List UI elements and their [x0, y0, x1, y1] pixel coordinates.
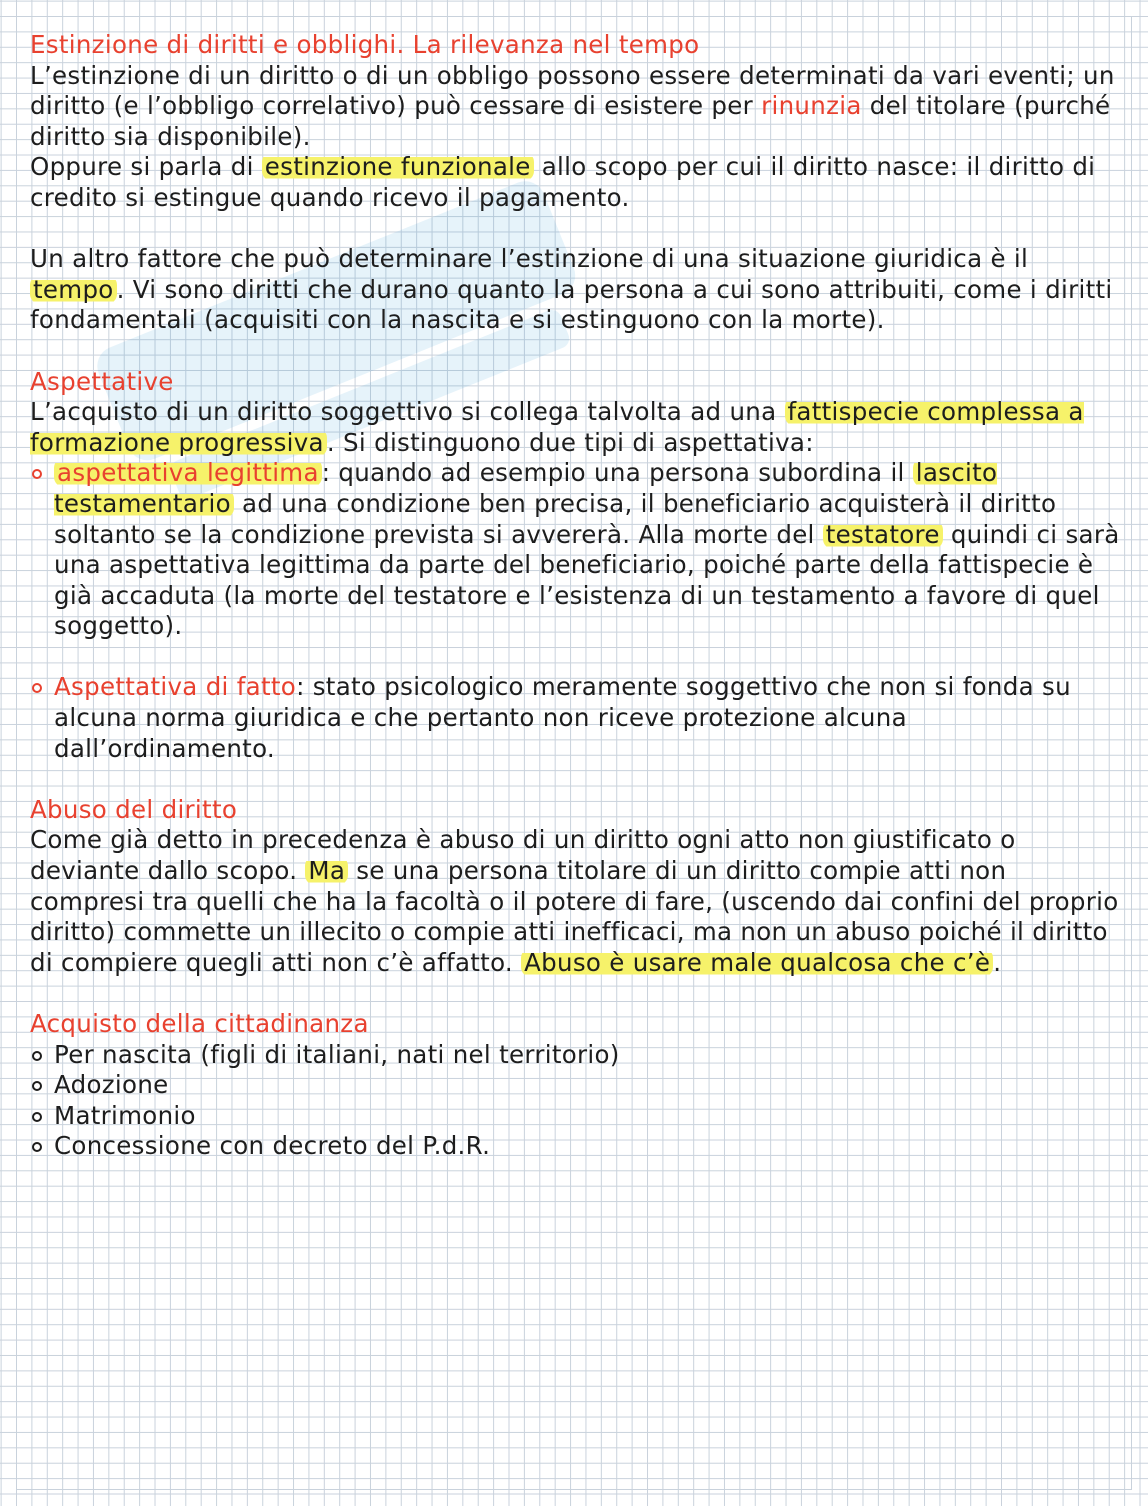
heading-abuso: Abuso del diritto [30, 794, 238, 824]
bullet-dot-icon [32, 1051, 42, 1061]
spacer [30, 214, 1125, 245]
spacer [30, 642, 1125, 673]
spacer [30, 336, 1125, 367]
paragraph-aspettative-intro: L’acquisto di un diritto soggettivo si collega talvolta ad una fattispecie complessa a formazione progressiva . Si distinguono due tipi di aspettativa: [30, 397, 1084, 457]
highlight-tempo: tempo [30, 275, 117, 304]
list-item-aspettativa-di-fatto: Aspettativa di fatto: stato psicologico meramente soggettivo che non si fonda su alcuna norma giuridica e che pertanto non riceve protezione alcuna dall’ordinamento. [30, 672, 1125, 764]
heading-cittadinanza: Acquisto della cittadinanza [30, 1009, 369, 1038]
term-aspettativa-di-fatto: Aspettativa di fatto [54, 672, 297, 702]
bullet-dot-icon [32, 1112, 42, 1122]
spacer [30, 978, 1125, 1009]
bullet-dot-icon [32, 1142, 42, 1152]
highlight-lascito-testamentario: lascito testamentario [54, 458, 998, 518]
term-rinunzia: rinunzia [761, 91, 862, 121]
cittadinanza-list [30, 1040, 1125, 1162]
highlight-abuso-definition: Abuso è usare male qualcosa che c’è [521, 948, 993, 977]
highlight-ma: Ma [305, 856, 348, 885]
list-item: Per nascita (figli di italiani, nati nel territorio) [30, 1040, 1125, 1071]
list-item: Adozione [30, 1070, 1125, 1101]
bullet-dot-icon [32, 1081, 42, 1091]
paragraph-estinzione-1: L’estinzione di un diritto o di un obbligo possono essere determinati da vari eventi; un diritto (e l’obbligo correlativo) può cessare di esistere per rinunzia del titolare (purché diritto sia disponibile). [30, 60, 1115, 151]
term-aspettativa-legittima: aspettativa legittima [54, 458, 322, 487]
paragraph-estinzione-3: Un altro fattore che può determinare l’estinzione di una situazione giuridica è il tempo . Vi sono diritti che durano quanto la persona a cui sono attribuiti, come i diritti fondamentali (acquisiti con la nascita e si estinguono con la morte). [30, 244, 1113, 335]
heading-estinzione: Estinzione di diritti e obblighi. La rilevanza nel tempo [30, 30, 700, 59]
notes-body [30, 30, 1125, 1162]
aspettative-list [30, 458, 1125, 764]
spacer [30, 764, 1125, 795]
bullet-dot-icon [32, 683, 42, 693]
highlight-testatore: testatore [823, 520, 943, 549]
list-item-aspettativa-legittima: aspettativa legittima : quando ad esempio una persona subordina il lascito testamentario ad una condizione ben precisa, il beneficiario acquisterà il diritto soltanto se la condizione prevista si avvererà. Alla morte del testatore quindi ci sarà una aspettativa legittima da parte del beneficiario, poiché parte della fattispecie è già accaduta (la morte del testatore e l’esistenza di un testamento a favore di quel soggetto). [30, 458, 1125, 642]
list-item: Concessione con decreto del P.d.R. [30, 1131, 1125, 1162]
heading-aspettative: Aspettative [30, 366, 174, 396]
list-item: Matrimonio [30, 1101, 1125, 1132]
bullet-dot-icon [32, 469, 42, 479]
highlight-fattispecie: fattispecie complessa a formazione progressiva [30, 397, 1084, 457]
paragraph-abuso: Come già detto in precedenza è abuso di un diritto ogni atto non giustificato o deviante dallo scopo. Ma se una persona titolare di un diritto compie atti non compresi tra quelli che ha la facoltà o il potere di fare, (uscendo dai confini del proprio diritto) commette un illecito o compie atti inefficaci, ma non un abuso poiché il diritto di compiere quegli atti non c’è affatto. Abuso è usare male qualcosa che c’è . [30, 825, 1119, 977]
paragraph-estinzione-2: Oppure si parla di estinzione funzionale allo scopo per cui il diritto nasce: il diritto di credito si estingue quando ricevo il pagamento. [30, 152, 1096, 212]
highlight-estinzione-funzionale: estinzione funzionale [262, 152, 534, 181]
